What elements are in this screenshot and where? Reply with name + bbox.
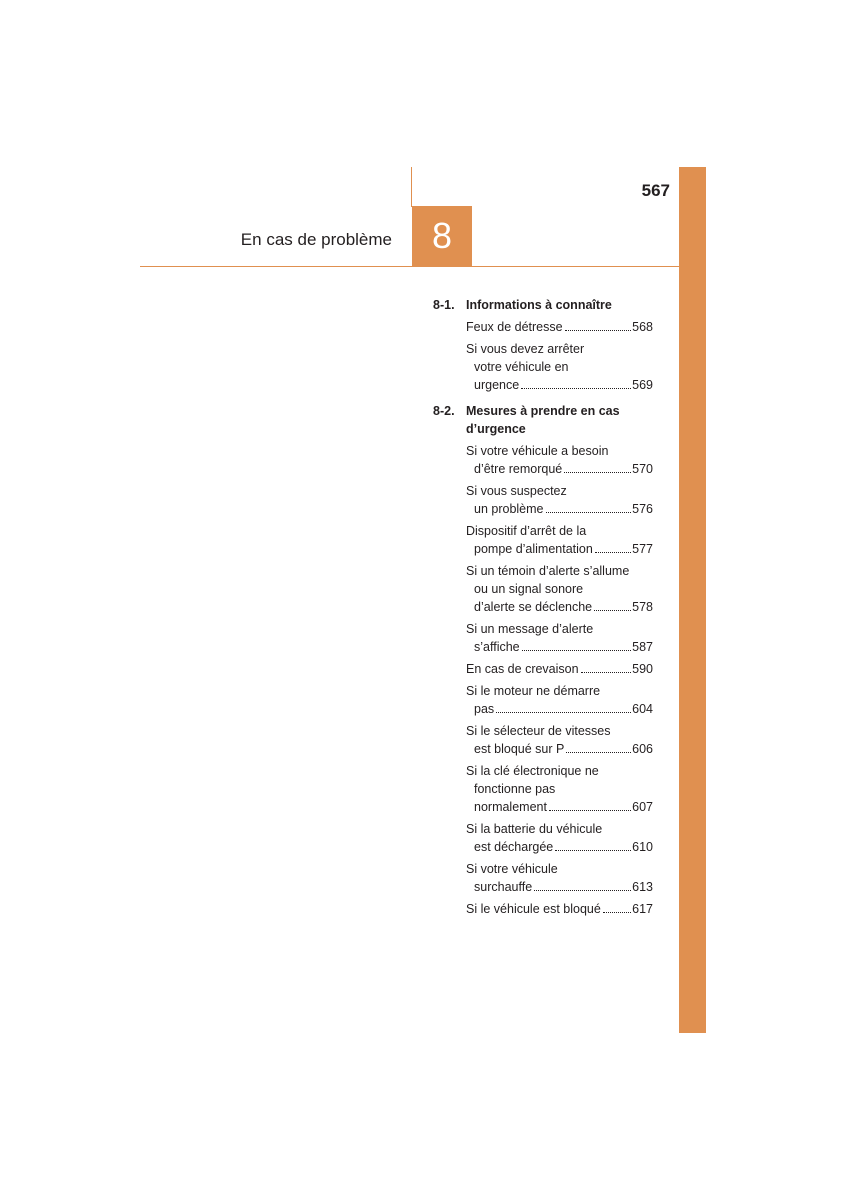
toc-entry-last-line — [466, 660, 653, 678]
toc-page-number: 578 — [632, 600, 653, 614]
toc-entry-text: En cas de crevaison — [466, 662, 579, 676]
toc-dot-leader — [594, 610, 631, 611]
chapter-side-tab — [679, 167, 706, 1033]
table-of-contents — [433, 296, 653, 922]
toc-entry[interactable] — [466, 860, 653, 896]
toc-section-title — [466, 402, 653, 438]
toc-entry-text: un problème — [474, 502, 544, 516]
toc-dot-leader — [564, 472, 631, 473]
toc-entry-last-line — [466, 376, 653, 394]
toc-entry-text: votre véhicule en — [474, 360, 569, 374]
toc-entry-text: s’affiche — [474, 640, 520, 654]
toc-dot-leader — [522, 650, 632, 651]
toc-entry[interactable] — [466, 820, 653, 856]
toc-dot-leader — [581, 672, 632, 673]
toc-entry-last-line — [466, 798, 653, 816]
toc-entry-last-line — [466, 318, 653, 336]
toc-page-number: 607 — [632, 800, 653, 814]
toc-dot-leader — [595, 552, 631, 553]
toc-page-number: 606 — [632, 742, 653, 756]
toc-page-number: 610 — [632, 840, 653, 854]
toc-entry-text: pompe d’alimentation — [474, 542, 593, 556]
toc-entry[interactable] — [466, 762, 653, 816]
toc-entry-text: surchauffe — [474, 880, 533, 894]
toc-entry-text: fonctionne pas — [474, 782, 556, 796]
toc-dot-leader — [521, 388, 631, 389]
toc-entry-last-line — [466, 838, 653, 856]
toc-section-title — [466, 296, 653, 314]
toc-dot-leader — [534, 890, 631, 891]
toc-entry-text: Si le véhicule est bloqué — [466, 902, 601, 916]
toc-entry[interactable] — [466, 522, 653, 558]
toc-entry-last-line — [466, 900, 653, 918]
toc-entry-text: Si vous suspectez — [466, 484, 567, 498]
toc-entry-text: Si le sélecteur de vitesses — [466, 724, 611, 738]
toc-entry-text: Feux de détresse — [466, 320, 563, 334]
toc-entry-text: pas — [474, 702, 495, 716]
toc-entry-text: Si un témoin d’alerte s’allume — [466, 564, 630, 578]
toc-entry-text: d’être remorqué — [474, 462, 563, 476]
toc-entry[interactable] — [466, 620, 653, 656]
toc-entry[interactable] — [466, 562, 653, 616]
toc-entry-text: est bloqué sur P — [474, 742, 565, 756]
toc-dot-leader — [496, 712, 631, 713]
toc-entry-last-line — [466, 700, 653, 718]
toc-entry-last-line — [466, 740, 653, 758]
toc-entry-text: est déchargée — [474, 840, 554, 854]
toc-entry[interactable] — [466, 900, 653, 918]
toc-entry-text: Si un message d’alerte — [466, 622, 594, 636]
toc-entry[interactable] — [466, 722, 653, 758]
toc-page-number: 604 — [632, 702, 653, 716]
toc-dot-leader — [555, 850, 631, 851]
toc-entry-text: Si vous devez arrêter — [466, 342, 585, 356]
toc-dot-leader — [603, 912, 631, 913]
toc-entry-last-line — [466, 460, 653, 478]
page-number: 567 — [641, 181, 670, 200]
toc-entry[interactable] — [466, 340, 653, 394]
toc-entry-text: Si votre véhicule a besoin — [466, 444, 609, 458]
toc-page-number: 587 — [632, 640, 653, 654]
chapter-number-box: 8 — [412, 206, 472, 266]
toc-section-heading — [433, 402, 653, 438]
toc-page-number: 568 — [632, 320, 653, 334]
toc-page-number: 576 — [632, 502, 653, 516]
toc-page-number: 569 — [632, 378, 653, 392]
toc-entry-text: ou un signal sonore — [474, 582, 584, 596]
toc-entry[interactable] — [466, 318, 653, 336]
toc-page-number: 577 — [632, 542, 653, 556]
toc-entry-text: Si votre véhicule — [466, 862, 558, 876]
toc-entry-last-line — [466, 878, 653, 896]
toc-entry[interactable] — [466, 660, 653, 678]
toc-entry-text: normalement — [474, 800, 547, 814]
toc-entry-last-line — [466, 540, 653, 558]
chapter-title: En cas de problème — [240, 230, 392, 249]
toc-entry-last-line — [466, 500, 653, 518]
toc-section-title-line: Mesures à prendre en cas — [466, 404, 620, 418]
toc-entry[interactable] — [466, 682, 653, 718]
toc-section-number: 8-2. — [433, 404, 455, 418]
toc-page-number: 570 — [632, 462, 653, 476]
toc-entry[interactable] — [466, 482, 653, 518]
toc-dot-leader — [549, 810, 631, 811]
toc-entry[interactable] — [466, 442, 653, 478]
toc-section-title-line: Informations à connaître — [466, 298, 612, 312]
toc-dot-leader — [546, 512, 632, 513]
toc-page-number: 613 — [632, 880, 653, 894]
toc-dot-leader — [565, 330, 632, 331]
toc-entry-text: d’alerte se déclenche — [474, 600, 593, 614]
toc-section-number: 8-1. — [433, 298, 455, 312]
toc-entry-text: urgence — [474, 378, 520, 392]
toc-section-title-line: d’urgence — [466, 422, 526, 436]
toc-entry-text: Si le moteur ne démarre — [466, 684, 601, 698]
header-divider-vertical — [411, 167, 412, 207]
toc-page-number: 617 — [632, 902, 653, 916]
toc-entry-text: Si la clé électronique ne — [466, 764, 599, 778]
header-rule — [140, 266, 679, 267]
toc-entry-last-line — [466, 638, 653, 656]
toc-page-number: 590 — [632, 662, 653, 676]
toc-dot-leader — [566, 752, 631, 753]
toc-section-heading — [433, 296, 653, 314]
toc-entry-last-line — [466, 598, 653, 616]
toc-entry-text: Si la batterie du véhicule — [466, 822, 603, 836]
toc-entry-text: Dispositif d’arrêt de la — [466, 524, 587, 538]
